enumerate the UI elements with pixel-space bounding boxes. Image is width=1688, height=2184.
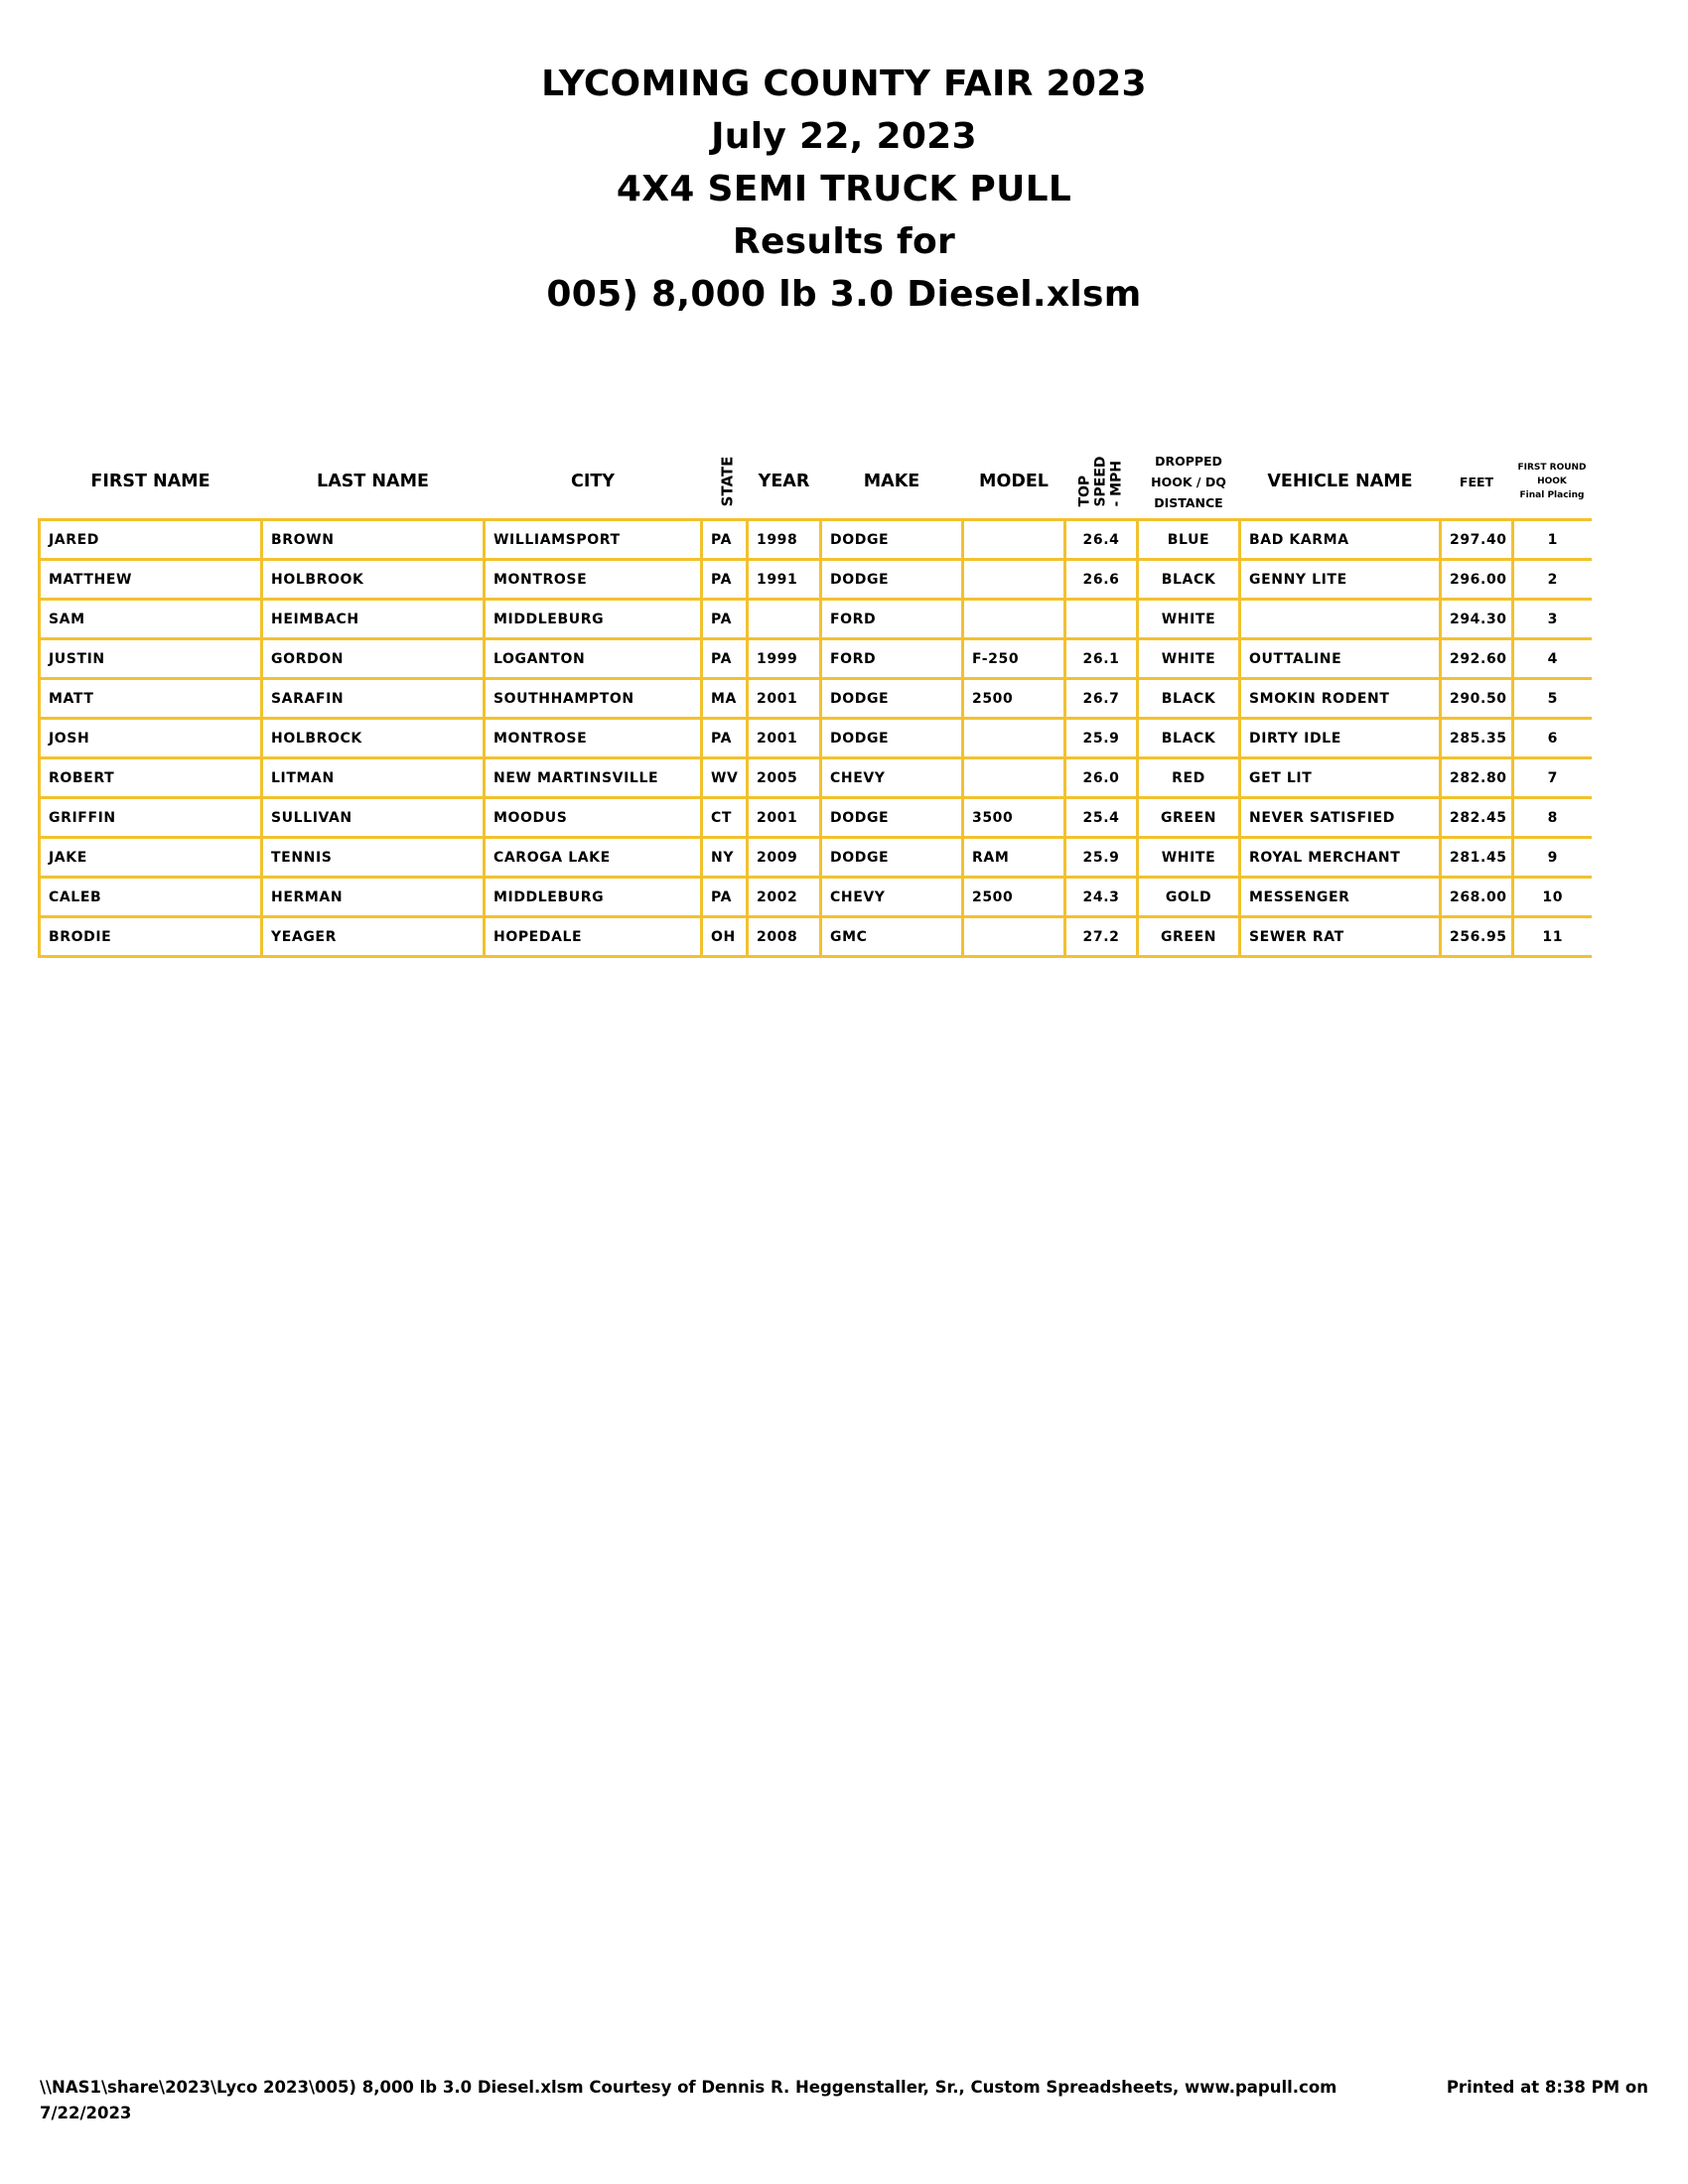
- table-row: [40, 917, 1592, 957]
- cell-year: 1991: [748, 560, 821, 600]
- cell-feet: 290.50: [1441, 679, 1513, 719]
- cell-last-name: SULLIVAN: [262, 798, 485, 838]
- table-row: [40, 798, 1592, 838]
- cell-place: 7: [1513, 758, 1592, 798]
- cell-make: DODGE: [821, 679, 963, 719]
- cell-city: HOPEDALE: [485, 917, 702, 957]
- cell-state: WV: [702, 758, 748, 798]
- results-table: [38, 445, 1592, 958]
- table-row: [40, 719, 1592, 758]
- cell-place: 2: [1513, 560, 1592, 600]
- cell-model: [963, 917, 1065, 957]
- cell-make: DODGE: [821, 838, 963, 878]
- cell-dropped-hook: BLACK: [1138, 679, 1240, 719]
- cell-year: 2001: [748, 798, 821, 838]
- table-row: [40, 600, 1592, 639]
- cell-top-speed: 24.3: [1065, 878, 1138, 917]
- cell-feet: 285.35: [1441, 719, 1513, 758]
- col-year: YEAR: [758, 472, 810, 491]
- cell-year: 1998: [748, 520, 821, 560]
- cell-model: [963, 560, 1065, 600]
- results-body: [40, 520, 1592, 957]
- cell-place: 3: [1513, 600, 1592, 639]
- col-top-speed-line1: TOP: [1077, 475, 1093, 507]
- col-first-round: [1513, 445, 1592, 520]
- cell-place: 9: [1513, 838, 1592, 878]
- cell-top-speed: 25.9: [1065, 838, 1138, 878]
- cell-state: PA: [702, 639, 748, 679]
- cell-last-name: HOLBROCK: [262, 719, 485, 758]
- cell-dropped-hook: WHITE: [1138, 600, 1240, 639]
- cell-city: CAROGA LAKE: [485, 838, 702, 878]
- cell-top-speed: [1065, 600, 1138, 639]
- cell-place: 11: [1513, 917, 1592, 957]
- cell-year: 2001: [748, 719, 821, 758]
- cell-first-name: SAM: [40, 600, 262, 639]
- cell-first-name: MATTHEW: [40, 560, 262, 600]
- cell-city: MIDDLEBURG: [485, 600, 702, 639]
- event-title: LYCOMING COUNTY FAIR 2023: [541, 64, 1147, 104]
- cell-dropped-hook: GREEN: [1138, 798, 1240, 838]
- cell-year: [748, 600, 821, 639]
- cell-feet: 297.40: [1441, 520, 1513, 560]
- col-city: CITY: [571, 472, 615, 491]
- page-footer: [40, 2075, 1648, 2126]
- cell-feet: 268.00: [1441, 878, 1513, 917]
- cell-dropped-hook: WHITE: [1138, 838, 1240, 878]
- cell-top-speed: 26.6: [1065, 560, 1138, 600]
- cell-city: MONTROSE: [485, 560, 702, 600]
- cell-vehicle-name: [1240, 600, 1441, 639]
- col-top-speed-line2: SPEED: [1093, 455, 1109, 507]
- cell-top-speed: 25.4: [1065, 798, 1138, 838]
- cell-vehicle-name: GENNY LITE: [1240, 560, 1441, 600]
- cell-dropped-hook: WHITE: [1138, 639, 1240, 679]
- cell-last-name: GORDON: [262, 639, 485, 679]
- cell-first-name: GRIFFIN: [40, 798, 262, 838]
- table-row: [40, 560, 1592, 600]
- footer-source: \\NAS1\share\2023\Lyco 2023\005) 8,000 lb 3.0 Diesel.xlsm Courtesy of Dennis R. Heggenstaller, Sr., Custom Spreadsheets, www.papull.com: [40, 2078, 1337, 2097]
- cell-city: NEW MARTINSVILLE: [485, 758, 702, 798]
- cell-make: CHEVY: [821, 758, 963, 798]
- cell-state: PA: [702, 560, 748, 600]
- cell-vehicle-name: ROYAL MERCHANT: [1240, 838, 1441, 878]
- cell-state: PA: [702, 520, 748, 560]
- cell-first-name: JARED: [40, 520, 262, 560]
- cell-last-name: HERMAN: [262, 878, 485, 917]
- results-file: 005) 8,000 lb 3.0 Diesel.xlsm: [546, 274, 1142, 315]
- cell-feet: 294.30: [1441, 600, 1513, 639]
- cell-make: DODGE: [821, 520, 963, 560]
- col-top-speed-line3: - MPH: [1109, 460, 1125, 507]
- cell-make: DODGE: [821, 798, 963, 838]
- table-row: [40, 878, 1592, 917]
- col-make: MAKE: [863, 472, 920, 491]
- col-state-label: STATE: [717, 456, 736, 507]
- cell-place: 5: [1513, 679, 1592, 719]
- cell-last-name: SARAFIN: [262, 679, 485, 719]
- cell-first-name: JOSH: [40, 719, 262, 758]
- cell-state: OH: [702, 917, 748, 957]
- results-label: Results for: [732, 221, 956, 262]
- cell-model: 2500: [963, 679, 1065, 719]
- cell-vehicle-name: SMOKIN RODENT: [1240, 679, 1441, 719]
- cell-city: MIDDLEBURG: [485, 878, 702, 917]
- cell-feet: 282.80: [1441, 758, 1513, 798]
- cell-top-speed: 25.9: [1065, 719, 1138, 758]
- cell-model: [963, 719, 1065, 758]
- cell-top-speed: 26.7: [1065, 679, 1138, 719]
- cell-dropped-hook: BLACK: [1138, 719, 1240, 758]
- col-dropped-line2: HOOK / DQ: [1151, 474, 1226, 489]
- cell-state: NY: [702, 838, 748, 878]
- table-row: [40, 758, 1592, 798]
- cell-make: CHEVY: [821, 878, 963, 917]
- cell-vehicle-name: DIRTY IDLE: [1240, 719, 1441, 758]
- cell-model: 2500: [963, 878, 1065, 917]
- cell-first-name: MATT: [40, 679, 262, 719]
- cell-first-name: JAKE: [40, 838, 262, 878]
- table-row: [40, 838, 1592, 878]
- cell-dropped-hook: BLACK: [1138, 560, 1240, 600]
- report-header: [0, 58, 1688, 321]
- cell-first-name: ROBERT: [40, 758, 262, 798]
- cell-vehicle-name: GET LIT: [1240, 758, 1441, 798]
- cell-first-name: JUSTIN: [40, 639, 262, 679]
- cell-state: PA: [702, 600, 748, 639]
- cell-year: 2001: [748, 679, 821, 719]
- cell-feet: 292.60: [1441, 639, 1513, 679]
- cell-vehicle-name: SEWER RAT: [1240, 917, 1441, 957]
- cell-dropped-hook: RED: [1138, 758, 1240, 798]
- cell-top-speed: 26.1: [1065, 639, 1138, 679]
- cell-place: 4: [1513, 639, 1592, 679]
- table-row: [40, 520, 1592, 560]
- cell-dropped-hook: GREEN: [1138, 917, 1240, 957]
- cell-state: PA: [702, 878, 748, 917]
- cell-last-name: BROWN: [262, 520, 485, 560]
- cell-first-name: CALEB: [40, 878, 262, 917]
- cell-city: WILLIAMSPORT: [485, 520, 702, 560]
- cell-first-name: BRODIE: [40, 917, 262, 957]
- footer-printed: Printed at 8:38 PM on: [1446, 2078, 1648, 2097]
- col-top-speed-label: [1077, 456, 1125, 506]
- table-header-row: [40, 445, 1592, 520]
- event-date: July 22, 2023: [711, 116, 977, 157]
- cell-feet: 281.45: [1441, 838, 1513, 878]
- cell-last-name: TENNIS: [262, 838, 485, 878]
- cell-last-name: YEAGER: [262, 917, 485, 957]
- col-first-round-line1: FIRST ROUND: [1517, 463, 1587, 473]
- cell-model: [963, 520, 1065, 560]
- cell-vehicle-name: MESSENGER: [1240, 878, 1441, 917]
- table-row: [40, 639, 1592, 679]
- cell-last-name: HEIMBACH: [262, 600, 485, 639]
- cell-make: FORD: [821, 600, 963, 639]
- cell-top-speed: 26.4: [1065, 520, 1138, 560]
- cell-model: [963, 758, 1065, 798]
- col-dropped-hook: [1138, 445, 1240, 520]
- col-first-round-line2: HOOK: [1537, 477, 1567, 486]
- cell-place: 10: [1513, 878, 1592, 917]
- col-dropped-line1: DROPPED: [1155, 453, 1222, 469]
- cell-vehicle-name: OUTTALINE: [1240, 639, 1441, 679]
- cell-vehicle-name: NEVER SATISFIED: [1240, 798, 1441, 838]
- cell-make: DODGE: [821, 719, 963, 758]
- col-first-name: FIRST NAME: [90, 472, 211, 491]
- col-feet: FEET: [1459, 474, 1494, 489]
- col-last-name: LAST NAME: [317, 472, 429, 491]
- cell-city: LOGANTON: [485, 639, 702, 679]
- col-first-round-line3: Final Placing: [1519, 490, 1585, 500]
- cell-city: MONTROSE: [485, 719, 702, 758]
- cell-city: MOODUS: [485, 798, 702, 838]
- cell-place: 8: [1513, 798, 1592, 838]
- col-model: MODEL: [979, 472, 1049, 491]
- cell-year: 2009: [748, 838, 821, 878]
- col-vehicle-name: VEHICLE NAME: [1267, 472, 1413, 491]
- cell-vehicle-name: BAD KARMA: [1240, 520, 1441, 560]
- cell-feet: 282.45: [1441, 798, 1513, 838]
- table-row: [40, 679, 1592, 719]
- cell-place: 6: [1513, 719, 1592, 758]
- cell-state: CT: [702, 798, 748, 838]
- cell-state: MA: [702, 679, 748, 719]
- cell-model: 3500: [963, 798, 1065, 838]
- cell-top-speed: 27.2: [1065, 917, 1138, 957]
- cell-city: SOUTHHAMPTON: [485, 679, 702, 719]
- cell-dropped-hook: GOLD: [1138, 878, 1240, 917]
- cell-year: 2005: [748, 758, 821, 798]
- cell-year: 1999: [748, 639, 821, 679]
- cell-make: FORD: [821, 639, 963, 679]
- cell-year: 2002: [748, 878, 821, 917]
- cell-place: 1: [1513, 520, 1592, 560]
- cell-model: [963, 600, 1065, 639]
- footer-date: 7/22/2023: [40, 2104, 132, 2122]
- cell-feet: 296.00: [1441, 560, 1513, 600]
- cell-last-name: HOLBROOK: [262, 560, 485, 600]
- cell-dropped-hook: BLUE: [1138, 520, 1240, 560]
- col-state: [702, 445, 748, 520]
- cell-make: DODGE: [821, 560, 963, 600]
- event-class: 4X4 SEMI TRUCK PULL: [616, 169, 1072, 209]
- cell-last-name: LITMAN: [262, 758, 485, 798]
- cell-model: F-250: [963, 639, 1065, 679]
- cell-make: GMC: [821, 917, 963, 957]
- cell-top-speed: 26.0: [1065, 758, 1138, 798]
- col-top-speed: [1065, 445, 1138, 520]
- cell-feet: 256.95: [1441, 917, 1513, 957]
- cell-model: RAM: [963, 838, 1065, 878]
- cell-state: PA: [702, 719, 748, 758]
- col-dropped-line3: DISTANCE: [1154, 494, 1223, 510]
- cell-year: 2008: [748, 917, 821, 957]
